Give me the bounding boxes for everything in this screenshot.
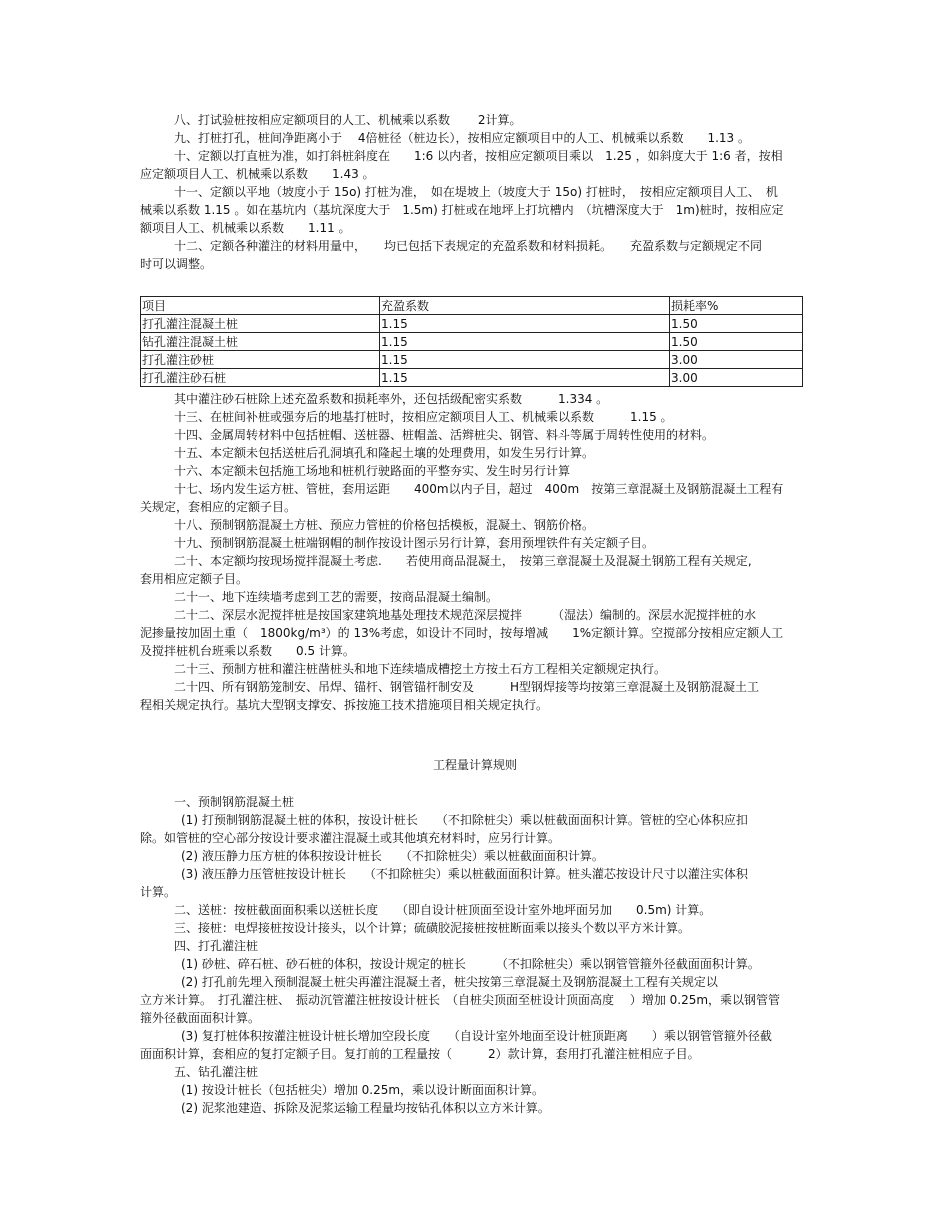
note-11-cont-1: 械乘以系数 1.15 。如在基坑内（基坑深度大于 1.5m) 打桩或在地坪上打坑槽内 （坑槽深度大于 1m)桩时，按相应定: [140, 203, 784, 217]
note-8: 八、打试验桩按相应定额项目的人工、机械乘以系数 2计算。: [174, 113, 522, 127]
table-row: [141, 351, 803, 369]
rule-4-1: (1) 砂桩、碎石桩、砂石桩的体积，按设计规定的桩长 （不扣除桩尖）乘以钢管管箍外径截面面积计算。: [181, 957, 760, 971]
header-loss-rate: 损耗率%: [670, 297, 803, 315]
note-10: 十、定额以打直桩为准，如打斜桩斜度在 1:6 以内者，按相应定额项目乘以 1.25 ，如斜度大于 1:6 者，按相: [174, 149, 783, 163]
note-22-cont-1: 泥掺量按加固土重（ 1800kg/m³）的 13%考虑，如设计不同时，按每增减 1%定额计算。空搅部分按相应定额人工: [140, 626, 784, 640]
note-17-cont: 关规定，套相应的定额子目。: [140, 500, 297, 514]
note-17: 十七、场内发生运方桩、管桩，套用运距 400m以内子目，超过 400m 按第三章混凝土及钢筋混凝土工程有: [174, 482, 784, 496]
note-18: 十八、预制钢筋混凝土方桩、预应力管桩的价格包括模板，混凝土、钢筋价格。: [174, 518, 595, 532]
rule-1-3: (3) 液压静力压管桩按设计桩长 （不扣除桩尖）乘以桩截面面积计算。桩头灌芯按设计尺寸以灌注实体积: [181, 867, 748, 881]
note-11: 十一、定额以平地（坡度小于 15o) 打桩为准， 如在堤坡上（坡度大于 15o) 打桩时， 按相应定额项目人工、 机: [174, 185, 778, 199]
note-21: 二十一、地下连续墙考虑到工艺的需要，按商品混凝土编制。: [174, 590, 499, 604]
note-23: 二十三、预制方桩和灌注桩凿桩头和地下连续墙成槽挖土方按土石方工程相关定额规定执行。: [174, 662, 667, 676]
rule-4-2-cont-2: 箍外径截面面积计算。: [140, 1011, 261, 1025]
header-item: 项目: [141, 297, 380, 315]
note-10-cont: 应定额项目人工、机械乘以系数 1.43 。: [140, 167, 375, 181]
section-title: 工程量计算规则: [432, 758, 517, 772]
note-24: 二十四、所有钢筋笼制安、吊焊、锚杆、钢管锚杆制安及 H型钢焊接等均按第三章混凝土及钢筋混凝土工: [174, 680, 760, 694]
rule-4-3: (3) 复打桩体积按灌注桩设计桩长增加空段长度 （自设计室外地面至设计桩顶距离 ）乘以钢管管箍外径截: [181, 1029, 772, 1043]
fill-coefficient-table: [140, 296, 803, 387]
note-19: 十九、预制钢筋混凝土桩端钢帽的制作按设计图示另行计算，套用预埋铁件有关定额子目。: [174, 536, 655, 550]
rule-4-2-cont-1: 立方米计算。 打孔灌注桩、 振动沉管灌注桩按设计桩长 （自桩尖顶面至桩设计顶面高度 ）增加 0.25m，乘以钢管管: [140, 993, 781, 1007]
note-13: 十三、在桩间补桩或强夯后的地基打桩时，按相应定额项目人工、机械乘以系数 1.15 。: [174, 410, 673, 424]
rule-4-2: (2) 打孔前先埋入预制混凝土桩尖再灌注混凝土者，桩尖按第三章混凝土及钢筋混凝土工程有关规定以: [181, 975, 718, 989]
row-fill-coefficient: 1.15: [380, 351, 670, 369]
row-loss-rate: 1.50: [670, 333, 803, 351]
row-fill-coefficient: 1.15: [380, 369, 670, 387]
rule-heading-1: 一、预制钢筋混凝土桩: [174, 795, 295, 809]
rule-1-3-cont: 计算。: [140, 885, 177, 899]
rule-4-3-cont: 面面积计算，套相应的复打定额子目。复打前的工程量按（ 2）款计算，套用打孔灌注桩相应子目。: [140, 1047, 700, 1061]
note-24-cont: 程相关规定执行。基坑大型钢支撑安、拆按施工技术措施项目相关规定执行。: [140, 698, 549, 712]
note-9: 九、打桩打孔，桩间净距离小于 4倍桩径（桩边长），按相应定额项目中的人工、机械乘以系数 1.13 。: [174, 131, 750, 145]
table-row: [141, 369, 803, 387]
row-item: 打孔灌注砂石桩: [141, 369, 380, 387]
rule-heading-5: 五、钻孔灌注桩: [174, 1065, 259, 1079]
note-11-cont-2: 额项目人工、机械乘以系数 1.11 。: [140, 221, 351, 235]
rule-5-2: (2) 泥浆池建造、拆除及泥浆运输工程量均按钻孔体积以立方米计算。: [181, 1101, 550, 1115]
note-12-cont: 时可以调整。: [140, 257, 213, 271]
header-fill-coefficient: 充盈系数: [380, 297, 670, 315]
row-fill-coefficient: 1.15: [380, 315, 670, 333]
note-20: 二十、本定额均按现场搅拌混凝土考虑. 若使用商品混凝土， 按第三章混凝土及混凝土钢筋工程有关规定,: [174, 554, 752, 568]
note-14: 十四、金属周转材料中包括桩帽、送桩器、桩帽盖、活辫桩尖、钢管、料斗等属于周转性使用的材料。: [174, 428, 715, 442]
rule-1-1: (1) 打预制钢筋混凝土桩的体积，按设计桩长 （不扣除桩尖）乘以桩截面面积计算。管桩的空心体积应扣: [181, 813, 748, 827]
table-row: [141, 333, 803, 351]
table-row: [141, 315, 803, 333]
rule-heading-4: 四、打孔灌注桩: [174, 939, 259, 953]
rule-heading-3: 三、接桩：电焊接桩按设计接头，以个计算；硫磺胶泥接桩按桩断面乘以接头个数以平方米计算。: [174, 921, 691, 935]
note-12: 十二、定额各种灌注的材料用量中， 均已包括下表规定的充盈系数和材料损耗。 充盈系数与定额规定不同: [174, 239, 763, 253]
note-22: 二十二、深层水泥搅拌桩是按国家建筑地基处理技术规范深层搅拌 （湿法）编制的。深层水泥搅拌桩的水: [174, 608, 757, 622]
note-20-cont: 套用相应定额子目。: [140, 572, 249, 586]
row-loss-rate: 3.00: [670, 351, 803, 369]
row-item: 打孔灌注混凝土桩: [141, 315, 380, 333]
row-item: 钻孔灌注混凝土桩: [141, 333, 380, 351]
row-loss-rate: 3.00: [670, 369, 803, 387]
row-item: 打孔灌注砂桩: [141, 351, 380, 369]
row-loss-rate: 1.50: [670, 315, 803, 333]
rule-1-1-cont: 除。如管桩的空心部分按设计要求灌注混凝土或其他填充材料时，应另行计算。: [140, 831, 561, 845]
rule-5-1: (1) 按设计桩长（包括桩尖）增加 0.25m，乘以设计断面面积计算。: [181, 1083, 545, 1097]
table-header-row: [141, 297, 803, 315]
note-15: 十五、本定额未包括送桩后孔洞填孔和隆起土壤的处理费用，如发生另行计算。: [174, 446, 595, 460]
note-16: 十六、本定额未包括施工场地和桩机行驶路面的平整夯实、发生时另行计算: [174, 464, 571, 478]
row-fill-coefficient: 1.15: [380, 333, 670, 351]
note-22-cont-2: 及搅拌桩机台班乘以系数 0.5 计算。: [140, 644, 355, 658]
note-12-extra: 其中灌注砂石桩除上述充盈系数和损耗率外，还包括级配密实系数 1.334 。: [174, 392, 609, 406]
rule-1-2: (2) 液压静力压方桩的体积按设计桩长 （不扣除桩尖）乘以桩截面面积计算。: [181, 849, 604, 863]
rule-heading-2: 二、送桩：按桩截面面积乘以送桩长度 （即自设计桩顶面至设计室外地坪面另加 0.5m) 计算。: [174, 903, 712, 917]
